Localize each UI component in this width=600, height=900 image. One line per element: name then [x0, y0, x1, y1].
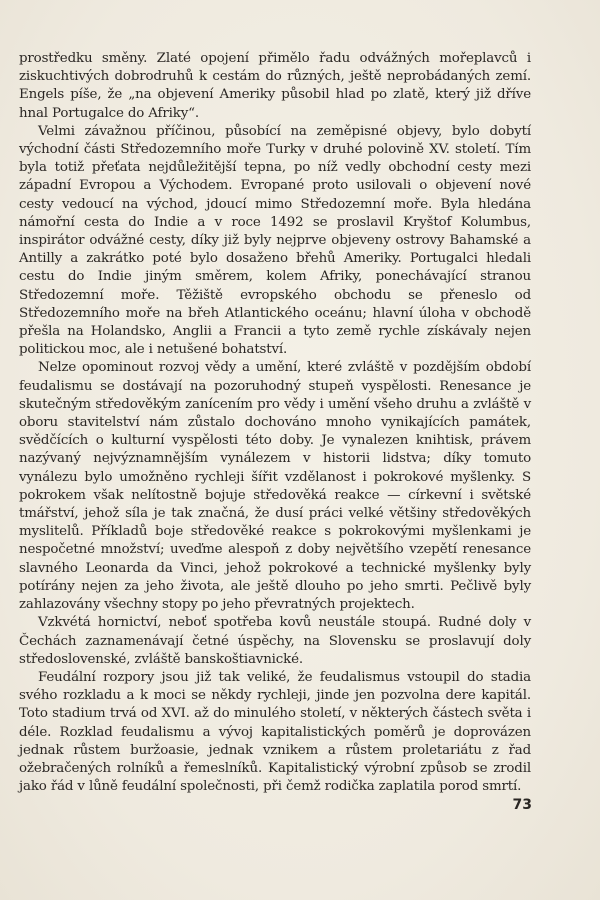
- paragraph-1: prostředku směny. Zlaté opojení přimělo řadu odvážných mořeplavců i ziskuchtivých dobrodruhů k cestám do různých, ještě neprobádaných zemí. Engels píše, že „na objevení Ameriky působil hlad po zlatě, který již dříve hnal Portugalce do Afriky“.: [19, 51, 531, 121]
- paragraph-2: Velmi závažnou příčinou, působící na zeměpisné objevy, bylo dobytí východní části Středozemního moře Turky v druhé polovině XV. století. Tím byla totiž přeťata nejdůležitější tepna, po níž vedly obchodní cesty mezi západní Evropou a Východem. Evropané proto usilovali o objevení nové cesty vedoucí na východ, jdoucí mimo Středozemní moře. Byla hledána námořní cesta do Indie a v roce 1492 se proslavil Kryštof Kolumbus, inspirátor odvážné cesty, díky již byly nejprve objeveny ostrovy Bahamské a Antilly a zakrátko poté bylo dosaženo břehů Ameriky. Portugalci hledali cestu do Indie jiným směrem, kolem Afriky, ponechávající stranou Středozemní moře. Těžiště evropského obchodu se přeneslo od Středozemního moře na břeh Atlantického oceánu; hlavní úloha v obchodě přešla na Holandsko, Anglii a Francii a tyto země rychle získávaly nejen politickou moc, ale i netušené bohatství.: [19, 123, 531, 358]
- paragraph-3: Nelze opominout rozvoj vědy a umění, které zvláště v pozdějším období feudalismu se dostávají na pozoruhodný stupeň vyspělosti. Renesance je skutečným středověkým zanícením pro vědy i umění všeho druhu a zvláště v oboru stavitelství nám zůstalo dochováno mnoho vynikajících památek, svědčících o kulturní vyspělosti této doby. Je vynalezen knihtisk, právem nazývaný nejvýznamnějším vynálezem v historii lidstva; díky tomuto vynálezu bylo umožněno rychleji šířit vzdělanost i pokrokové myšlenky. S pokrokem však nelítostně bojuje středověká reakce — církevní i světské tmářství, jehož síla je tak značná, že dusí práci velké většiny středověkých myslitelů. Příkladů boje středověké reakce s pokrokovými myšlenkami je nespočetné množství; uveďme alespoň z doby největšího vzepětí renesance slavného Leonarda da Vinci, jehož pokrokové a technické myšlenky byly potírány nejen za jeho života, ale ještě dlouho po jeho smrti. Pečlivě byly zahlazovány všechny stopy po jeho převratných projektech.: [19, 360, 531, 613]
- paragraph-5: Feudální rozpory jsou již tak veliké, že feudalismus vstoupil do stadia svého rozkladu a k moci se někdy rychleji, jinde jen pozvolna dere kapitál. Toto stadium trvá od XVI. až do minulého století, v některých částech světa i déle. Rozklad feudalismu a vývoj kapitalistických poměrů je doprovázen jednak růstem buržoasie, jednak vznikem a růstem proletariátu z řad ožebračených rolníků a řemeslníků. Kapitalistický výrobní způsob se zrodil jako řád v lůně feudální společnosti, při čemž rodička zaplatila porod smrtí.: [19, 669, 531, 795]
- body-text: [19, 50, 531, 796]
- page-number: 73: [512, 797, 532, 813]
- paragraph-4: Vzkvétá hornictví, neboť spotřeba kovů neustále stoupá. Rudné doly v Čechách zaznamenávají četné úspěchy, na Slovensku se proslavují doly středoslovenské, zvláště banskoštiavnické.: [19, 615, 531, 667]
